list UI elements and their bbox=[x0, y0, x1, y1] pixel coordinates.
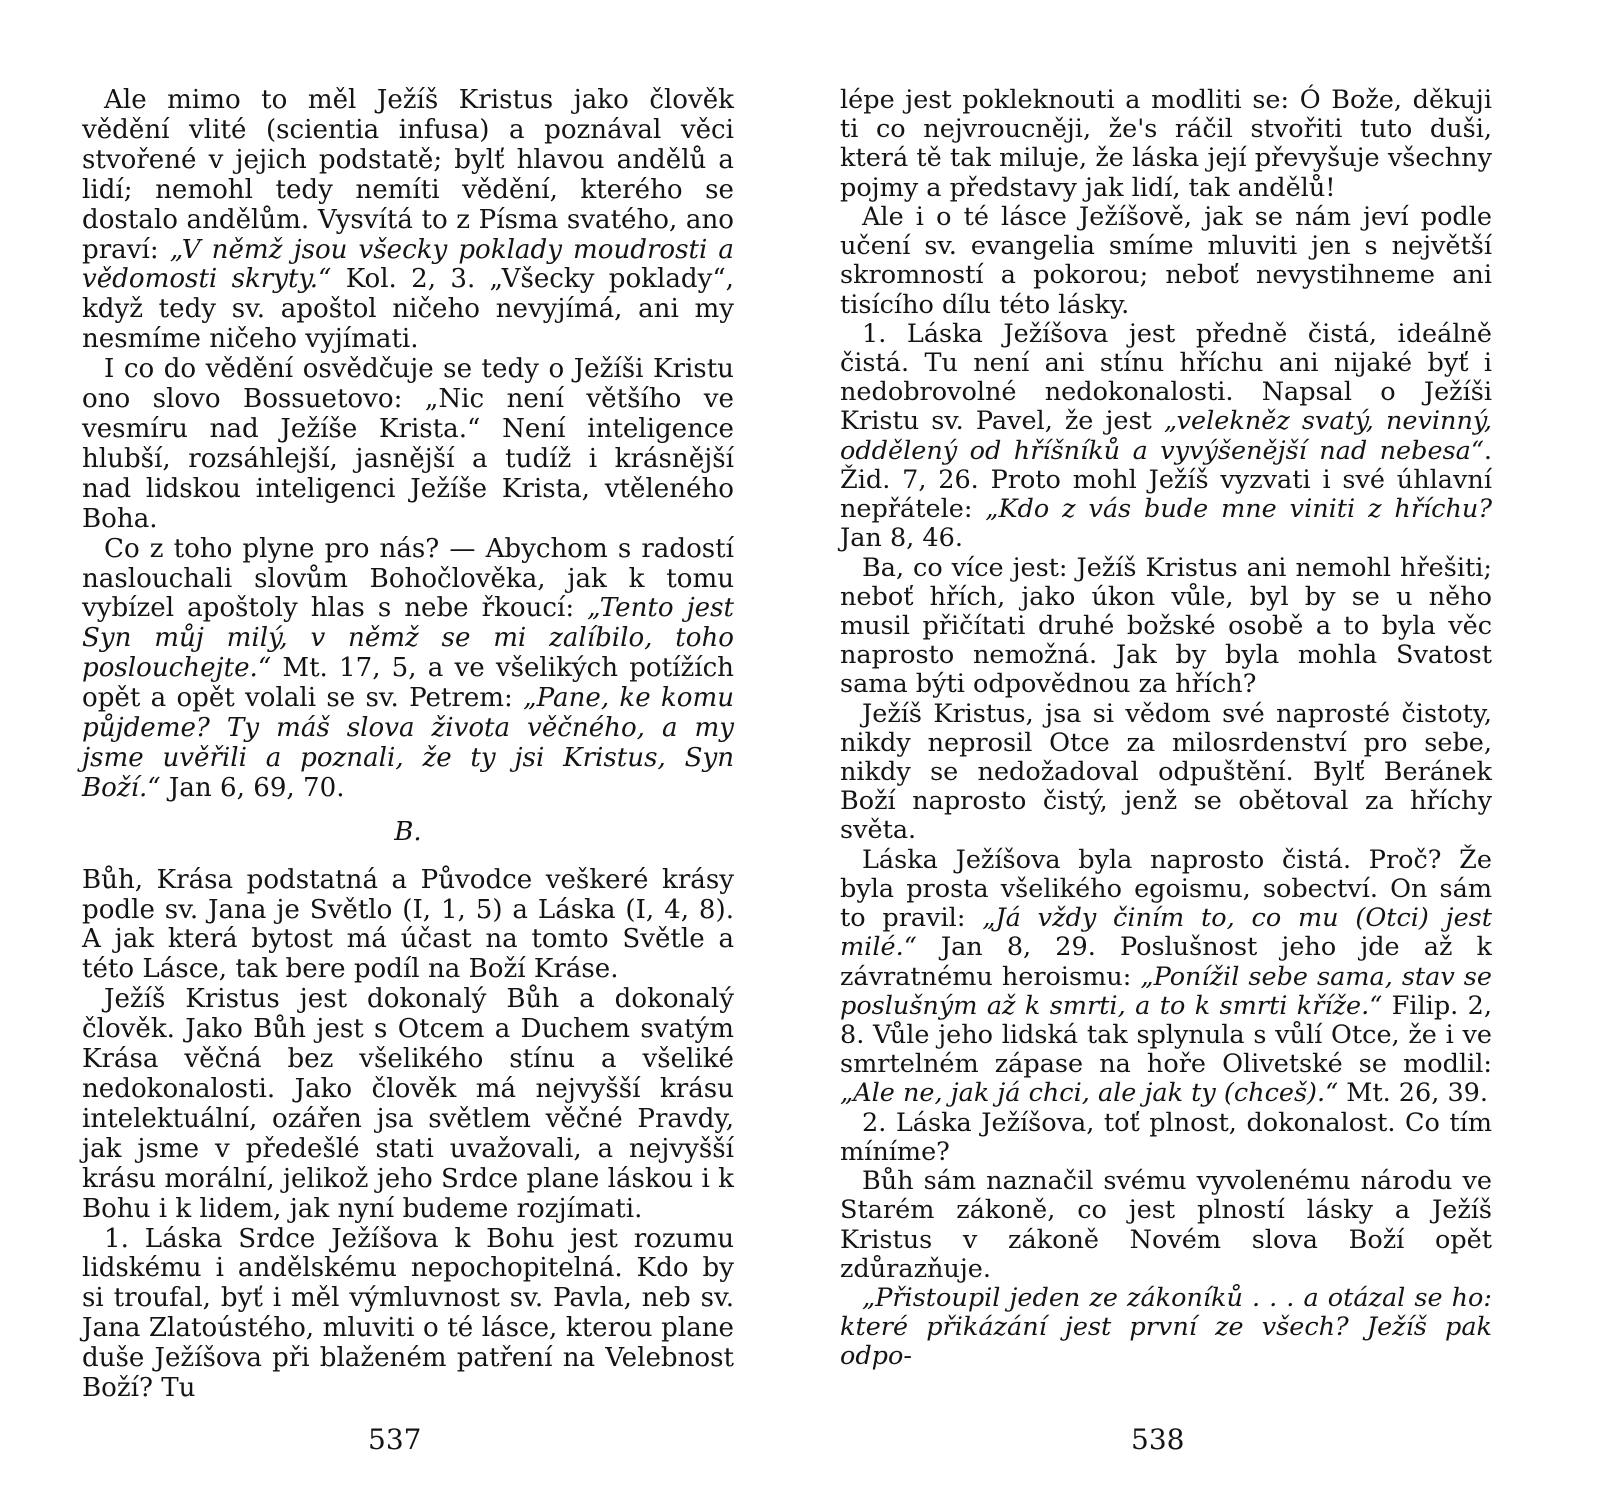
quotation: „Ponížil sebe sama, stav se poslušným až k smrti, a to k smrti kříže.“ bbox=[840, 961, 1492, 1021]
paragraph: Co z toho plyne pro nás? — Abychom s radostí naslouchali slovům Bohočlověka, jak k tomu vybízel apoštoly hlas s nebe řkoucí: „Tento jest Syn můj milý, v němž se mi zalíbilo, toho poslouchejte.“ Mt. 17, 5, a ve všelikých potížích opět a opět volali se sv. Petrem: „Pane, ke komu půjdeme? Ty máš slova života věčného, a my jsme uvěřili a poznali, že ty jsi Kristus, Syn Boží.“ Jan 6, 69, 70. bbox=[82, 533, 734, 803]
paragraph: Bůh sám naznačil svému vyvolenému národu ve Starém zákoně, co jest plností lásky a Ježíš Kristus v zákoně Novém slova Boží opět zdůrazňuje. bbox=[840, 1166, 1492, 1284]
paragraph: Bůh, Krása podstatná a Původce veškeré krásy podle sv. Jana je Světlo (I, 1, 5) a Láska (I, 4, 8). A jak která bytost má účast na tomto Světle a této Lásce, tak bere podíl na Boží Kráse. bbox=[82, 864, 734, 985]
quotation: „Já vždy činím to, co mu (Otci) jest milé.“ bbox=[840, 903, 1492, 963]
section-heading: B. bbox=[394, 816, 422, 847]
paragraph: Ježíš Kristus jest dokonalý Bůh a dokonalý člověk. Jako Bůh jest s Otcem a Duchem svatým Krása věčná bez všelikého stínu a všeliké nedokonalosti. Jako člověk má nejvyšší krásu intelektuální, ozářen jsa světlem věčné Pravdy, jak jsme v předešlé stati uvažovali, a nejvyšší krásu morální, jelikož jeho Srdce plane láskou i k Bohu i k lidem, jak nyní budeme rozjímati. bbox=[82, 984, 734, 1224]
quotation: „Tento jest Syn můj milý, v němž se mi zalíbilo, toho poslouchejte.“ bbox=[82, 593, 734, 684]
paragraph: Ba, co více jest: Ježíš Kristus ani nemohl hřešiti; neboť hřích, jako úkon vůle, byl by se u něho musil přičítati druhé božské osobě a to byla věc naprosto nemožná. Jak by byla mohla Svatost sama býti odpovědnou za hřích? bbox=[840, 552, 1492, 700]
paragraph: 1. Láska Ježíšova jest předně čistá, ideálně čistá. Tu není ani stínu hříchu ani nijaké byť i nedobrovolné nedokonalosti. Napsal o Ježíši Kristu sv. Pavel, že jest „velekněz svatý, nevinný, oddělený od hříšníků a vyvýšenější nad nebesa“. Žid. 7, 26. Proto mohl Ježíš vyzvati i své úhlavní nepřátele: „Kdo z vás bude mne viniti z hříchu? Jan 8, 46. bbox=[840, 318, 1492, 554]
page-number: 537 bbox=[368, 1423, 422, 1456]
quotation: „Přistoupil jeden ze zákoníků . . . a otázal se ho: které přikázání jest první ze všech? Ježíš pak odpo- bbox=[840, 1282, 1492, 1372]
left-text-column bbox=[82, 86, 734, 1404]
right-page bbox=[801, 0, 1602, 1500]
paragraph: lépe jest pokleknouti a modliti se: Ó Bože, děkuji ti co nejvroucněji, že's ráčil stvořiti tuto duši, která tě tak miluje, že láska její převyšuje všechny pojmy a představy jak lidí, tak andělů! bbox=[840, 85, 1492, 203]
paragraph: Ale i o té lásce Ježíšově, jak se nám jeví podle učení sv. evangelia smíme mluviti jen s největší skromností a pokorou; neboť nevystihneme ani tisícího dílu této lásky. bbox=[840, 201, 1492, 320]
quotation: „V němž jsou všecky poklady moudrosti a vědomosti skryty.“ bbox=[82, 234, 734, 295]
paragraph: Láska Ježíšova byla naprosto čistá. Proč? Že byla prosta všelikého egoismu, sobectví. On sám to pravil: „Já vždy činím to, co mu (Otci) jest milé.“ Jan 8, 29. Poslušnost jeho jde až k závratnému heroismu: „Ponížil sebe sama, stav se poslušným až k smrti, a to k smrti kříže.“ Filip. 2, 8. Vůle jeho lidská tak splynula s vůlí Otce, že i ve smrtelném zápase na hoře Olivetské se modlil: „Ale ne, jak já chci, ale jak ty (chceš).“ Mt. 26, 39. bbox=[840, 844, 1492, 1109]
paragraph: Ale mimo to měl Ježíš Kristus jako člověk vědění vlité (scientia infusa) a poznával věci stvořené v jejich podstatě; bylť hlavou andělů a lidí; nemohl tedy nemíti vědění, kterého se dostalo andělům. Vysvítá to z Písma svatého, ano praví: „V němž jsou všecky poklady moudrosti a vědomosti skryty.“ Kol. 2, 3. „Všecky poklady“, když tedy sv. apoštol ničeho nevyjímá, ani my nesmíme ničeho vyjímati. bbox=[82, 85, 734, 355]
quotation: „Kdo z vás bude mne viniti z hříchu? bbox=[985, 494, 1492, 525]
quotation: „Ale ne, jak já chci, ale jak ty (chceš).“ bbox=[840, 1078, 1339, 1109]
paragraph bbox=[840, 1284, 1492, 1372]
page-number: 538 bbox=[1131, 1423, 1185, 1456]
quotation: „Pane, ke komu půjdeme? Ty máš slova života věčného, a my jsme uvěřili a poznali, že ty jsi Kristus, Syn Boží.“ bbox=[82, 683, 734, 803]
paragraph: I co do vědění osvědčuje se tedy o Ježíši Kristu ono slovo Bossuetovo: „Nic není většího ve vesmíru nad Ježíše Krista.“ Není inteligence hlubší, rozsáhlejší, jasnější a tudíž i krásnější nad lidskou inteligenci Ježíše Krista, vtěleného Boha. bbox=[82, 354, 734, 534]
quotation: „velekněz svatý, nevinný, oddělený od hříšníků a vyvýšenější nad nebesa“ bbox=[840, 406, 1492, 466]
paragraph: 2. Láska Ježíšova, toť plnost, dokonalost. Co tím míníme? bbox=[840, 1107, 1492, 1167]
paragraph: 1. Láska Srdce Ježíšova k Bohu jest rozumu lidskému i andělskému nepochopitelná. Kdo by si troufal, byť i měl výmluvnost sv. Pavla, neb sv. Jana Zlatoústého, mluviti o té lásce, kterou plane duše Ježíšova při blaženém patření na Velebnost Boží? Tu bbox=[82, 1223, 734, 1404]
paragraph: Ježíš Kristus, jsa si vědom své naprosté čistoty, nikdy neprosil Otce za milosrdenství pro sebe, nikdy se nedožadoval odpuštění. Bylť Beránek Boží naprosto čistý, jenž se obětoval za hříchy světa. bbox=[840, 698, 1492, 846]
right-text-column bbox=[840, 86, 1492, 1372]
